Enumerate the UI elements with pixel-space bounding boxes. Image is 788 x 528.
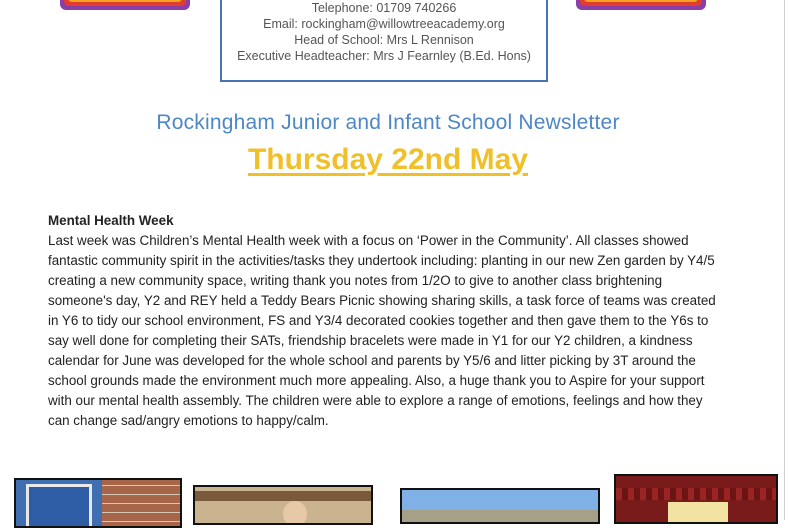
- rainbow-logo-left: [60, 0, 190, 10]
- photo-1-window: [26, 484, 92, 528]
- article-mental-health-week: [48, 211, 724, 431]
- article-heading: Mental Health Week: [48, 213, 174, 228]
- newsletter-date: Thursday 22nd May: [247, 143, 529, 176]
- photo-1-brick-wall: [102, 480, 182, 528]
- rainbow-logo-right: [576, 0, 706, 10]
- head-of-school-text: Head of School: Mrs L Rennison: [294, 33, 474, 47]
- photo-2-child: [283, 501, 307, 525]
- photo-4: [614, 474, 778, 524]
- photo-4-curtain: [616, 488, 778, 500]
- photo-3: [400, 488, 600, 524]
- contact-box: [220, 0, 548, 82]
- photo-4-screen: [668, 502, 728, 524]
- photo-3-field: [402, 510, 600, 524]
- school-newsletter-title: Rockingham Junior and Infant School Newsletter: [156, 111, 620, 134]
- page-edge-rule: [784, 0, 785, 520]
- photo-2-shelf: [195, 491, 373, 501]
- telephone-text: Telephone: 01709 740266: [311, 1, 457, 15]
- email-text: Email: rockingham@willowtreeacademy.org: [263, 17, 505, 31]
- photo-2: [193, 485, 373, 525]
- article-body: Last week was Children’s Mental Health week with a focus on ‘Power in the Community’. All classes showed fantastic community spirit in the activities/tasks they undertook including: planting in our new Zen garden by Y4/5 creating a new community space, writing thank you notes from 1/2O to give to another class brightening someone's day, Y2 and REY held a Teddy Bears Picnic showing sharing skills, a task force of teams was created in Y6 to tidy our school environment, FS and Y3/4 decorated cookies together and then gave them to the Y6s to say well done for completing their SATs, friendship bracelets were made in Y1 for our Y2 children, a kindness calendar for June was developed for the whole school and parents by Y5/6 and litter picking by 3T around the school grounds made the environment much more appealing. Also, a huge thank you to Aspire for your support with our mental health assembly. The children were able to explore a range of emotions, feelings and how they can change sad/angry emotions to happy/calm.: [48, 233, 716, 428]
- photo-1: [14, 478, 182, 528]
- executive-headteacher-text: Executive Headteacher: Mrs J Fearnley (B.Ed. Hons): [237, 49, 531, 63]
